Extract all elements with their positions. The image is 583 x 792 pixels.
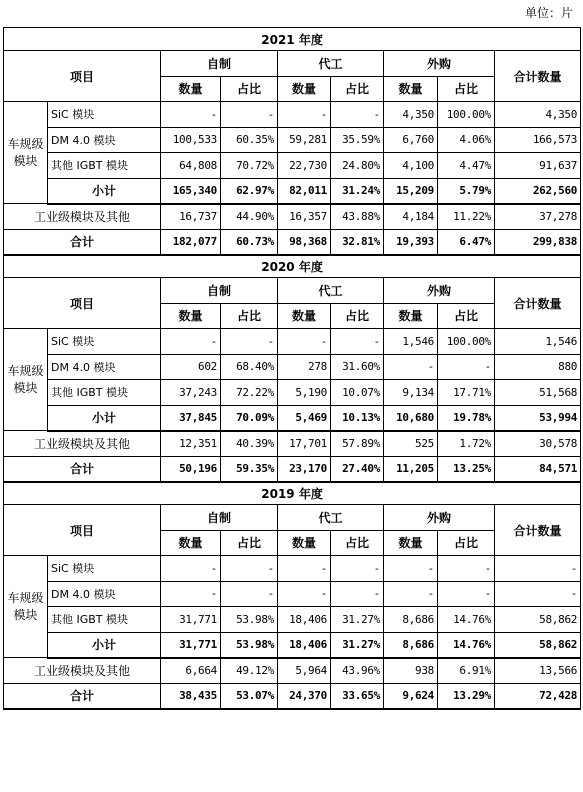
value-cell: -: [278, 581, 331, 607]
value-cell: 11.22%: [438, 204, 495, 230]
value-cell: 82,011: [278, 178, 331, 204]
value-cell: -: [161, 329, 221, 355]
value-cell: 72.22%: [221, 380, 278, 406]
value-cell: -: [331, 102, 384, 128]
header-row: [4, 505, 581, 531]
value-cell: 62.97%: [221, 178, 278, 204]
value-cell: 33.65%: [331, 683, 384, 709]
vehicle-grade-label: 车规级模块: [4, 102, 48, 204]
value-cell: 37,278: [495, 204, 581, 230]
qty-header: 数量: [161, 530, 221, 556]
value-cell: 10.13%: [331, 405, 384, 431]
item-label: DM 4.0 模块: [48, 354, 161, 380]
value-cell: -: [438, 581, 495, 607]
value-cell: 44.90%: [221, 204, 278, 230]
value-cell: 13.25%: [438, 456, 495, 482]
value-cell: 37,845: [161, 405, 221, 431]
value-cell: 35.59%: [331, 127, 384, 153]
value-cell: 31.27%: [331, 632, 384, 658]
table-row: [4, 556, 581, 582]
value-cell: 58,862: [495, 607, 581, 633]
qty-header: 数量: [384, 530, 438, 556]
value-cell: 182,077: [161, 229, 221, 255]
value-cell: 72,428: [495, 683, 581, 709]
value-cell: 64,808: [161, 153, 221, 179]
value-cell: 24,370: [278, 683, 331, 709]
value-cell: 53.98%: [221, 632, 278, 658]
value-cell: 299,838: [495, 229, 581, 255]
value-cell: 13.29%: [438, 683, 495, 709]
value-cell: 4.06%: [438, 127, 495, 153]
value-cell: 166,573: [495, 127, 581, 153]
ratio-header: 占比: [331, 530, 384, 556]
value-cell: 14.76%: [438, 607, 495, 633]
value-cell: 18,406: [278, 607, 331, 633]
value-cell: 31,771: [161, 632, 221, 658]
vehicle-grade-label: 车规级模块: [4, 556, 48, 658]
value-cell: 9,134: [384, 380, 438, 406]
item-label: DM 4.0 模块: [48, 127, 161, 153]
purchased-header: 外购: [384, 51, 495, 77]
value-cell: -: [221, 102, 278, 128]
value-cell: 5,190: [278, 380, 331, 406]
value-cell: 23,170: [278, 456, 331, 482]
value-cell: 49.12%: [221, 658, 278, 684]
purchased-header: 外购: [384, 505, 495, 531]
value-cell: 32.81%: [331, 229, 384, 255]
qty-header: 数量: [161, 76, 221, 102]
value-cell: -: [384, 581, 438, 607]
value-cell: 8,686: [384, 632, 438, 658]
ratio-header: 占比: [438, 303, 495, 329]
table-row: [4, 581, 581, 607]
value-cell: 11,205: [384, 456, 438, 482]
subtotal-label: 小计: [48, 405, 161, 431]
value-cell: -: [221, 581, 278, 607]
value-cell: 5,964: [278, 658, 331, 684]
value-cell: -: [221, 556, 278, 582]
value-cell: 68.40%: [221, 354, 278, 380]
table-row: [4, 431, 581, 457]
value-cell: 60.35%: [221, 127, 278, 153]
table-row: [4, 178, 581, 204]
ratio-header: 占比: [438, 76, 495, 102]
year-row: [4, 482, 581, 505]
value-cell: 53.98%: [221, 607, 278, 633]
total-label: 合计: [4, 683, 161, 709]
header-row: [4, 278, 581, 304]
total-qty-header: 合计数量: [495, 278, 581, 329]
value-cell: 6,760: [384, 127, 438, 153]
value-cell: 5.79%: [438, 178, 495, 204]
value-cell: 17.71%: [438, 380, 495, 406]
year-row: [4, 255, 581, 278]
value-cell: 6.47%: [438, 229, 495, 255]
value-cell: 27.40%: [331, 456, 384, 482]
item-label: 其他 IGBT 模块: [48, 153, 161, 179]
value-cell: 91,637: [495, 153, 581, 179]
ratio-header: 占比: [331, 303, 384, 329]
value-cell: 58,862: [495, 632, 581, 658]
value-cell: 59.35%: [221, 456, 278, 482]
value-cell: 31.60%: [331, 354, 384, 380]
purchased-header: 外购: [384, 278, 495, 304]
value-cell: 17,701: [278, 431, 331, 457]
value-cell: 4,184: [384, 204, 438, 230]
year-heading: 2020 年度: [4, 255, 581, 278]
item-header: 项目: [4, 51, 161, 102]
value-cell: 24.80%: [331, 153, 384, 179]
value-cell: 10.07%: [331, 380, 384, 406]
total-label: 合计: [4, 456, 161, 482]
ratio-header: 占比: [221, 303, 278, 329]
value-cell: -: [384, 556, 438, 582]
value-cell: 84,571: [495, 456, 581, 482]
item-label: SiC 模块: [48, 102, 161, 128]
table-row: [4, 354, 581, 380]
value-cell: -: [384, 354, 438, 380]
value-cell: 5,469: [278, 405, 331, 431]
production-table: [3, 27, 581, 710]
year-row: [4, 28, 581, 51]
qty-header: 数量: [384, 303, 438, 329]
self-made-header: 自制: [161, 278, 278, 304]
value-cell: 19,393: [384, 229, 438, 255]
value-cell: -: [331, 556, 384, 582]
value-cell: 602: [161, 354, 221, 380]
value-cell: 16,737: [161, 204, 221, 230]
value-cell: 60.73%: [221, 229, 278, 255]
industrial-label: 工业级模块及其他: [4, 431, 161, 457]
value-cell: 6.91%: [438, 658, 495, 684]
oem-header: 代工: [278, 278, 384, 304]
value-cell: 1,546: [495, 329, 581, 355]
value-cell: 57.89%: [331, 431, 384, 457]
value-cell: 38,435: [161, 683, 221, 709]
oem-header: 代工: [278, 51, 384, 77]
header-row: [4, 51, 581, 77]
value-cell: 14.76%: [438, 632, 495, 658]
unit-label: 单位：片: [524, 6, 573, 20]
subtotal-label: 小计: [48, 178, 161, 204]
value-cell: 165,340: [161, 178, 221, 204]
item-label: SiC 模块: [48, 329, 161, 355]
table-row: [4, 229, 581, 255]
value-cell: 43.96%: [331, 658, 384, 684]
value-cell: 31.27%: [331, 607, 384, 633]
value-cell: 1,546: [384, 329, 438, 355]
value-cell: 4,350: [495, 102, 581, 128]
value-cell: -: [438, 354, 495, 380]
value-cell: 9,624: [384, 683, 438, 709]
table-row: [4, 329, 581, 355]
table-row: [4, 380, 581, 406]
total-qty-header: 合计数量: [495, 51, 581, 102]
item-label: 其他 IGBT 模块: [48, 607, 161, 633]
value-cell: 50,196: [161, 456, 221, 482]
table-row: [4, 683, 581, 709]
total-label: 合计: [4, 229, 161, 255]
value-cell: 19.78%: [438, 405, 495, 431]
ratio-header: 占比: [221, 76, 278, 102]
qty-header: 数量: [278, 530, 331, 556]
value-cell: 30,578: [495, 431, 581, 457]
value-cell: 10,680: [384, 405, 438, 431]
value-cell: 6,664: [161, 658, 221, 684]
value-cell: 70.09%: [221, 405, 278, 431]
table-row: [4, 632, 581, 658]
table-row: [4, 607, 581, 633]
subtotal-label: 小计: [48, 632, 161, 658]
value-cell: 40.39%: [221, 431, 278, 457]
value-cell: -: [495, 556, 581, 582]
vehicle-grade-label: 车规级模块: [4, 329, 48, 431]
item-header: 项目: [4, 505, 161, 556]
value-cell: 12,351: [161, 431, 221, 457]
value-cell: 262,560: [495, 178, 581, 204]
item-label: SiC 模块: [48, 556, 161, 582]
value-cell: -: [331, 581, 384, 607]
value-cell: -: [438, 556, 495, 582]
value-cell: 59,281: [278, 127, 331, 153]
value-cell: 13,566: [495, 658, 581, 684]
total-qty-header: 合计数量: [495, 505, 581, 556]
value-cell: -: [161, 102, 221, 128]
value-cell: 938: [384, 658, 438, 684]
value-cell: 70.72%: [221, 153, 278, 179]
industrial-label: 工业级模块及其他: [4, 658, 161, 684]
oem-header: 代工: [278, 505, 384, 531]
table-row: [4, 102, 581, 128]
value-cell: 51,568: [495, 380, 581, 406]
value-cell: -: [278, 556, 331, 582]
value-cell: 100.00%: [438, 329, 495, 355]
ratio-header: 占比: [331, 76, 384, 102]
year-heading: 2021 年度: [4, 28, 581, 51]
qty-header: 数量: [278, 303, 331, 329]
value-cell: 1.72%: [438, 431, 495, 457]
value-cell: 4,100: [384, 153, 438, 179]
value-cell: 4.47%: [438, 153, 495, 179]
value-cell: 100,533: [161, 127, 221, 153]
item-header: 项目: [4, 278, 161, 329]
value-cell: -: [161, 581, 221, 607]
table-row: [4, 127, 581, 153]
table-row: [4, 658, 581, 684]
value-cell: -: [278, 329, 331, 355]
table-row: [4, 153, 581, 179]
value-cell: -: [331, 329, 384, 355]
value-cell: 525: [384, 431, 438, 457]
self-made-header: 自制: [161, 51, 278, 77]
value-cell: 15,209: [384, 178, 438, 204]
item-label: DM 4.0 模块: [48, 581, 161, 607]
ratio-header: 占比: [221, 530, 278, 556]
value-cell: 100.00%: [438, 102, 495, 128]
table-row: [4, 456, 581, 482]
self-made-header: 自制: [161, 505, 278, 531]
value-cell: -: [495, 581, 581, 607]
value-cell: 31.24%: [331, 178, 384, 204]
qty-header: 数量: [384, 76, 438, 102]
value-cell: 16,357: [278, 204, 331, 230]
value-cell: -: [221, 329, 278, 355]
value-cell: -: [278, 102, 331, 128]
qty-header: 数量: [161, 303, 221, 329]
value-cell: 31,771: [161, 607, 221, 633]
value-cell: 880: [495, 354, 581, 380]
value-cell: -: [161, 556, 221, 582]
value-cell: 4,350: [384, 102, 438, 128]
item-label: 其他 IGBT 模块: [48, 380, 161, 406]
value-cell: 53,994: [495, 405, 581, 431]
value-cell: 43.88%: [331, 204, 384, 230]
table-row: [4, 405, 581, 431]
table-row: [4, 204, 581, 230]
value-cell: 22,730: [278, 153, 331, 179]
value-cell: 53.07%: [221, 683, 278, 709]
ratio-header: 占比: [438, 530, 495, 556]
value-cell: 98,368: [278, 229, 331, 255]
value-cell: 37,243: [161, 380, 221, 406]
value-cell: 18,406: [278, 632, 331, 658]
value-cell: 8,686: [384, 607, 438, 633]
industrial-label: 工业级模块及其他: [4, 204, 161, 230]
year-heading: 2019 年度: [4, 482, 581, 505]
value-cell: 278: [278, 354, 331, 380]
qty-header: 数量: [278, 76, 331, 102]
